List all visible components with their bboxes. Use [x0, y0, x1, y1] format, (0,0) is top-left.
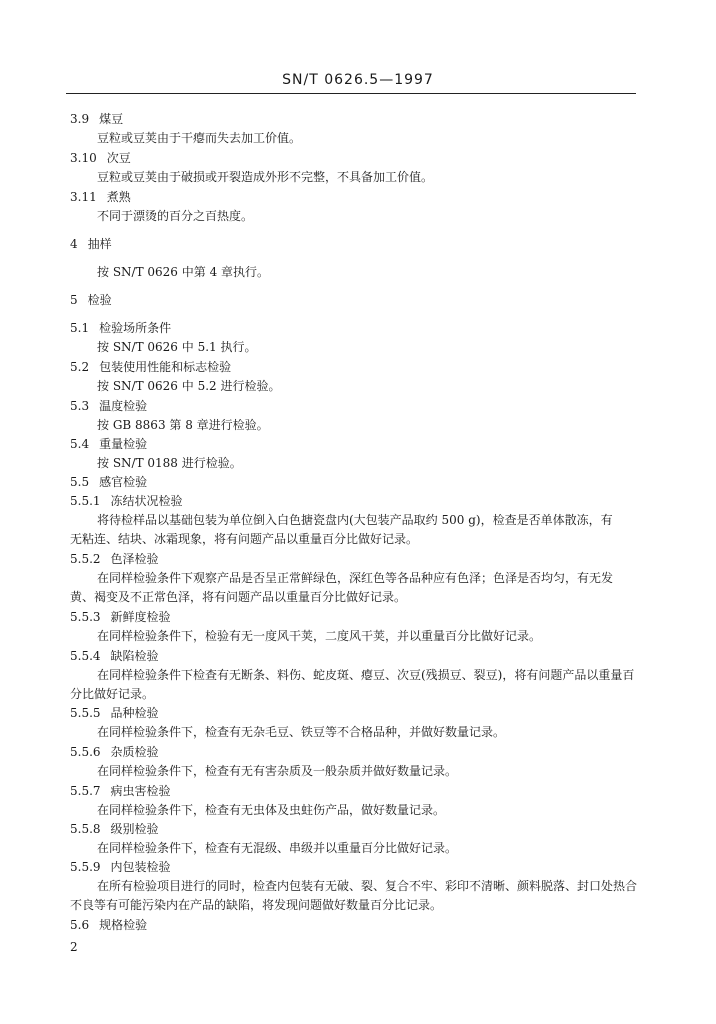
section-heading-5-4 [70, 437, 147, 451]
section-number: 5.5.1 [70, 494, 101, 508]
section-title: 规格检验 [99, 918, 148, 932]
body-text: 按 GB 8863 第 8 章进行检验。 [97, 418, 269, 432]
body-text: 在同样检验条件下，检查有无杂毛豆、铁豆等不合格品种，并做好数量记录。 [97, 725, 506, 739]
section-heading-5-3 [70, 399, 147, 413]
body-text: 按 SN/T 0626 中 5.1 执行。 [97, 340, 257, 354]
section-heading-5-5-6 [70, 745, 159, 759]
body-text-continued: 无粘连、结块、冰霜现象，将有问题产品以重量百分比做好记录。 [70, 532, 419, 546]
section-heading-5-5-4 [70, 649, 159, 663]
section-heading-4 [70, 237, 112, 251]
section-number: 5.5.9 [70, 860, 101, 874]
header-rule [66, 93, 636, 94]
section-title: 杂质检验 [110, 745, 159, 759]
section-number: 5.5.8 [70, 822, 101, 836]
section-number: 5.5.7 [70, 784, 101, 798]
section-number: 5.5.6 [70, 745, 101, 759]
body-text: 在同样检验条件下，检查有无有害杂质及一般杂质并做好数量记录。 [97, 764, 458, 778]
body-text: 在同样检验条件下，检验有无一度风干荚，二度风干荚，并以重量百分比做好记录。 [97, 629, 542, 643]
body-text: 在同样检验条件下检查有无断条、料伤、蛇皮斑、瘪豆、次豆(残损豆、裂豆)，将有问题产品以重量百 [97, 668, 635, 682]
section-title: 品种检验 [110, 706, 159, 720]
body-text: 不同于漂烫的百分之百热度。 [97, 209, 254, 223]
section-number: 5.6 [70, 918, 90, 932]
section-title: 温度检验 [99, 399, 148, 413]
section-number: 3.9 [70, 112, 90, 126]
section-heading-5-5-9 [70, 860, 171, 874]
section-heading-5-5-5 [70, 706, 159, 720]
section-number: 5.4 [70, 437, 90, 451]
section-number: 5.1 [70, 321, 90, 335]
section-heading-3-10 [70, 151, 131, 165]
section-number: 4 [70, 237, 78, 251]
section-number: 5.5.4 [70, 649, 101, 663]
section-title: 冻结状况检验 [110, 494, 183, 508]
body-text: 按 SN/T 0626 中 5.2 进行检验。 [97, 379, 281, 393]
section-heading-5-5 [70, 475, 147, 489]
section-number: 5.5.3 [70, 610, 101, 624]
body-text-continued: 不良等有可能污染内在产品的缺陷，将发现问题做好数量百分比记录。 [70, 898, 443, 912]
section-heading-5-6 [70, 918, 147, 932]
section-heading-5-5-2 [70, 552, 159, 566]
body-text: 在同样检验条件下，检查有无混级、串级并以重量百分比做好记录。 [97, 841, 458, 855]
section-number: 3.11 [70, 190, 97, 204]
section-title: 缺陷检验 [110, 649, 159, 663]
section-number: 3.10 [70, 151, 97, 165]
section-number: 5.3 [70, 399, 90, 413]
section-heading-5 [70, 293, 112, 307]
body-text: 将待检样品以基础包装为单位倒入白色搪瓷盘内(大包装产品取约 500 g)，检查是否单体散冻，有 [97, 513, 613, 527]
section-title: 感官检验 [99, 475, 148, 489]
section-title: 内包装检验 [110, 860, 171, 874]
section-heading-3-11 [70, 190, 131, 204]
section-title: 色泽检验 [110, 552, 159, 566]
section-title: 检验场所条件 [99, 321, 172, 335]
body-text: 在同样检验条件下观察产品是否呈正常鲜绿色，深红色等各品种应有色泽；色泽是否均匀，有无发 [97, 571, 614, 585]
section-heading-5-5-1 [70, 494, 183, 508]
standard-code-header: SN/T 0626.5—1997 [282, 72, 434, 88]
body-text-continued: 分比做好记录。 [70, 687, 155, 701]
body-text-continued: 黄、褐变及不正常色泽，将有问题产品以重量百分比做好记录。 [70, 590, 407, 604]
body-text: 在所有检验项目进行的同时，检查内包装有无破、裂、复合不牢、彩印不清晰、颜料脱落、封口处热合 [97, 879, 638, 893]
section-number: 5 [70, 293, 78, 307]
section-heading-3-9 [70, 112, 123, 126]
page-number: 2 [70, 940, 78, 954]
section-title: 新鲜度检验 [110, 610, 171, 624]
body-text: 在同样检验条件下，检查有无虫体及虫蛀伤产品，做好数量记录。 [97, 803, 446, 817]
section-heading-5-2 [70, 360, 231, 374]
section-heading-5-5-7 [70, 784, 171, 798]
section-number: 5.5.2 [70, 552, 101, 566]
section-title: 检验 [87, 293, 112, 307]
section-title: 病虫害检验 [110, 784, 171, 798]
section-title: 次豆 [106, 151, 131, 165]
section-title: 抽样 [87, 237, 112, 251]
body-text: 按 SN/T 0188 进行检验。 [97, 456, 242, 470]
section-number: 5.5.5 [70, 706, 101, 720]
section-title: 包装使用性能和标志检验 [99, 360, 232, 374]
body-text: 按 SN/T 0626 中第 4 章执行。 [97, 265, 270, 279]
section-heading-5-5-8 [70, 822, 159, 836]
section-title: 级别检验 [110, 822, 159, 836]
section-number: 5.5 [70, 475, 90, 489]
body-text: 豆粒或豆荚由于干瘪而失去加工价值。 [97, 131, 302, 145]
section-number: 5.2 [70, 360, 90, 374]
section-heading-5-5-3 [70, 610, 171, 624]
section-title: 煮熟 [106, 190, 131, 204]
body-text: 豆粒或豆荚由于破损或开裂造成外形不完整，不具备加工价值。 [97, 170, 434, 184]
section-heading-5-1 [70, 321, 171, 335]
section-title: 煤豆 [99, 112, 124, 126]
section-title: 重量检验 [99, 437, 148, 451]
